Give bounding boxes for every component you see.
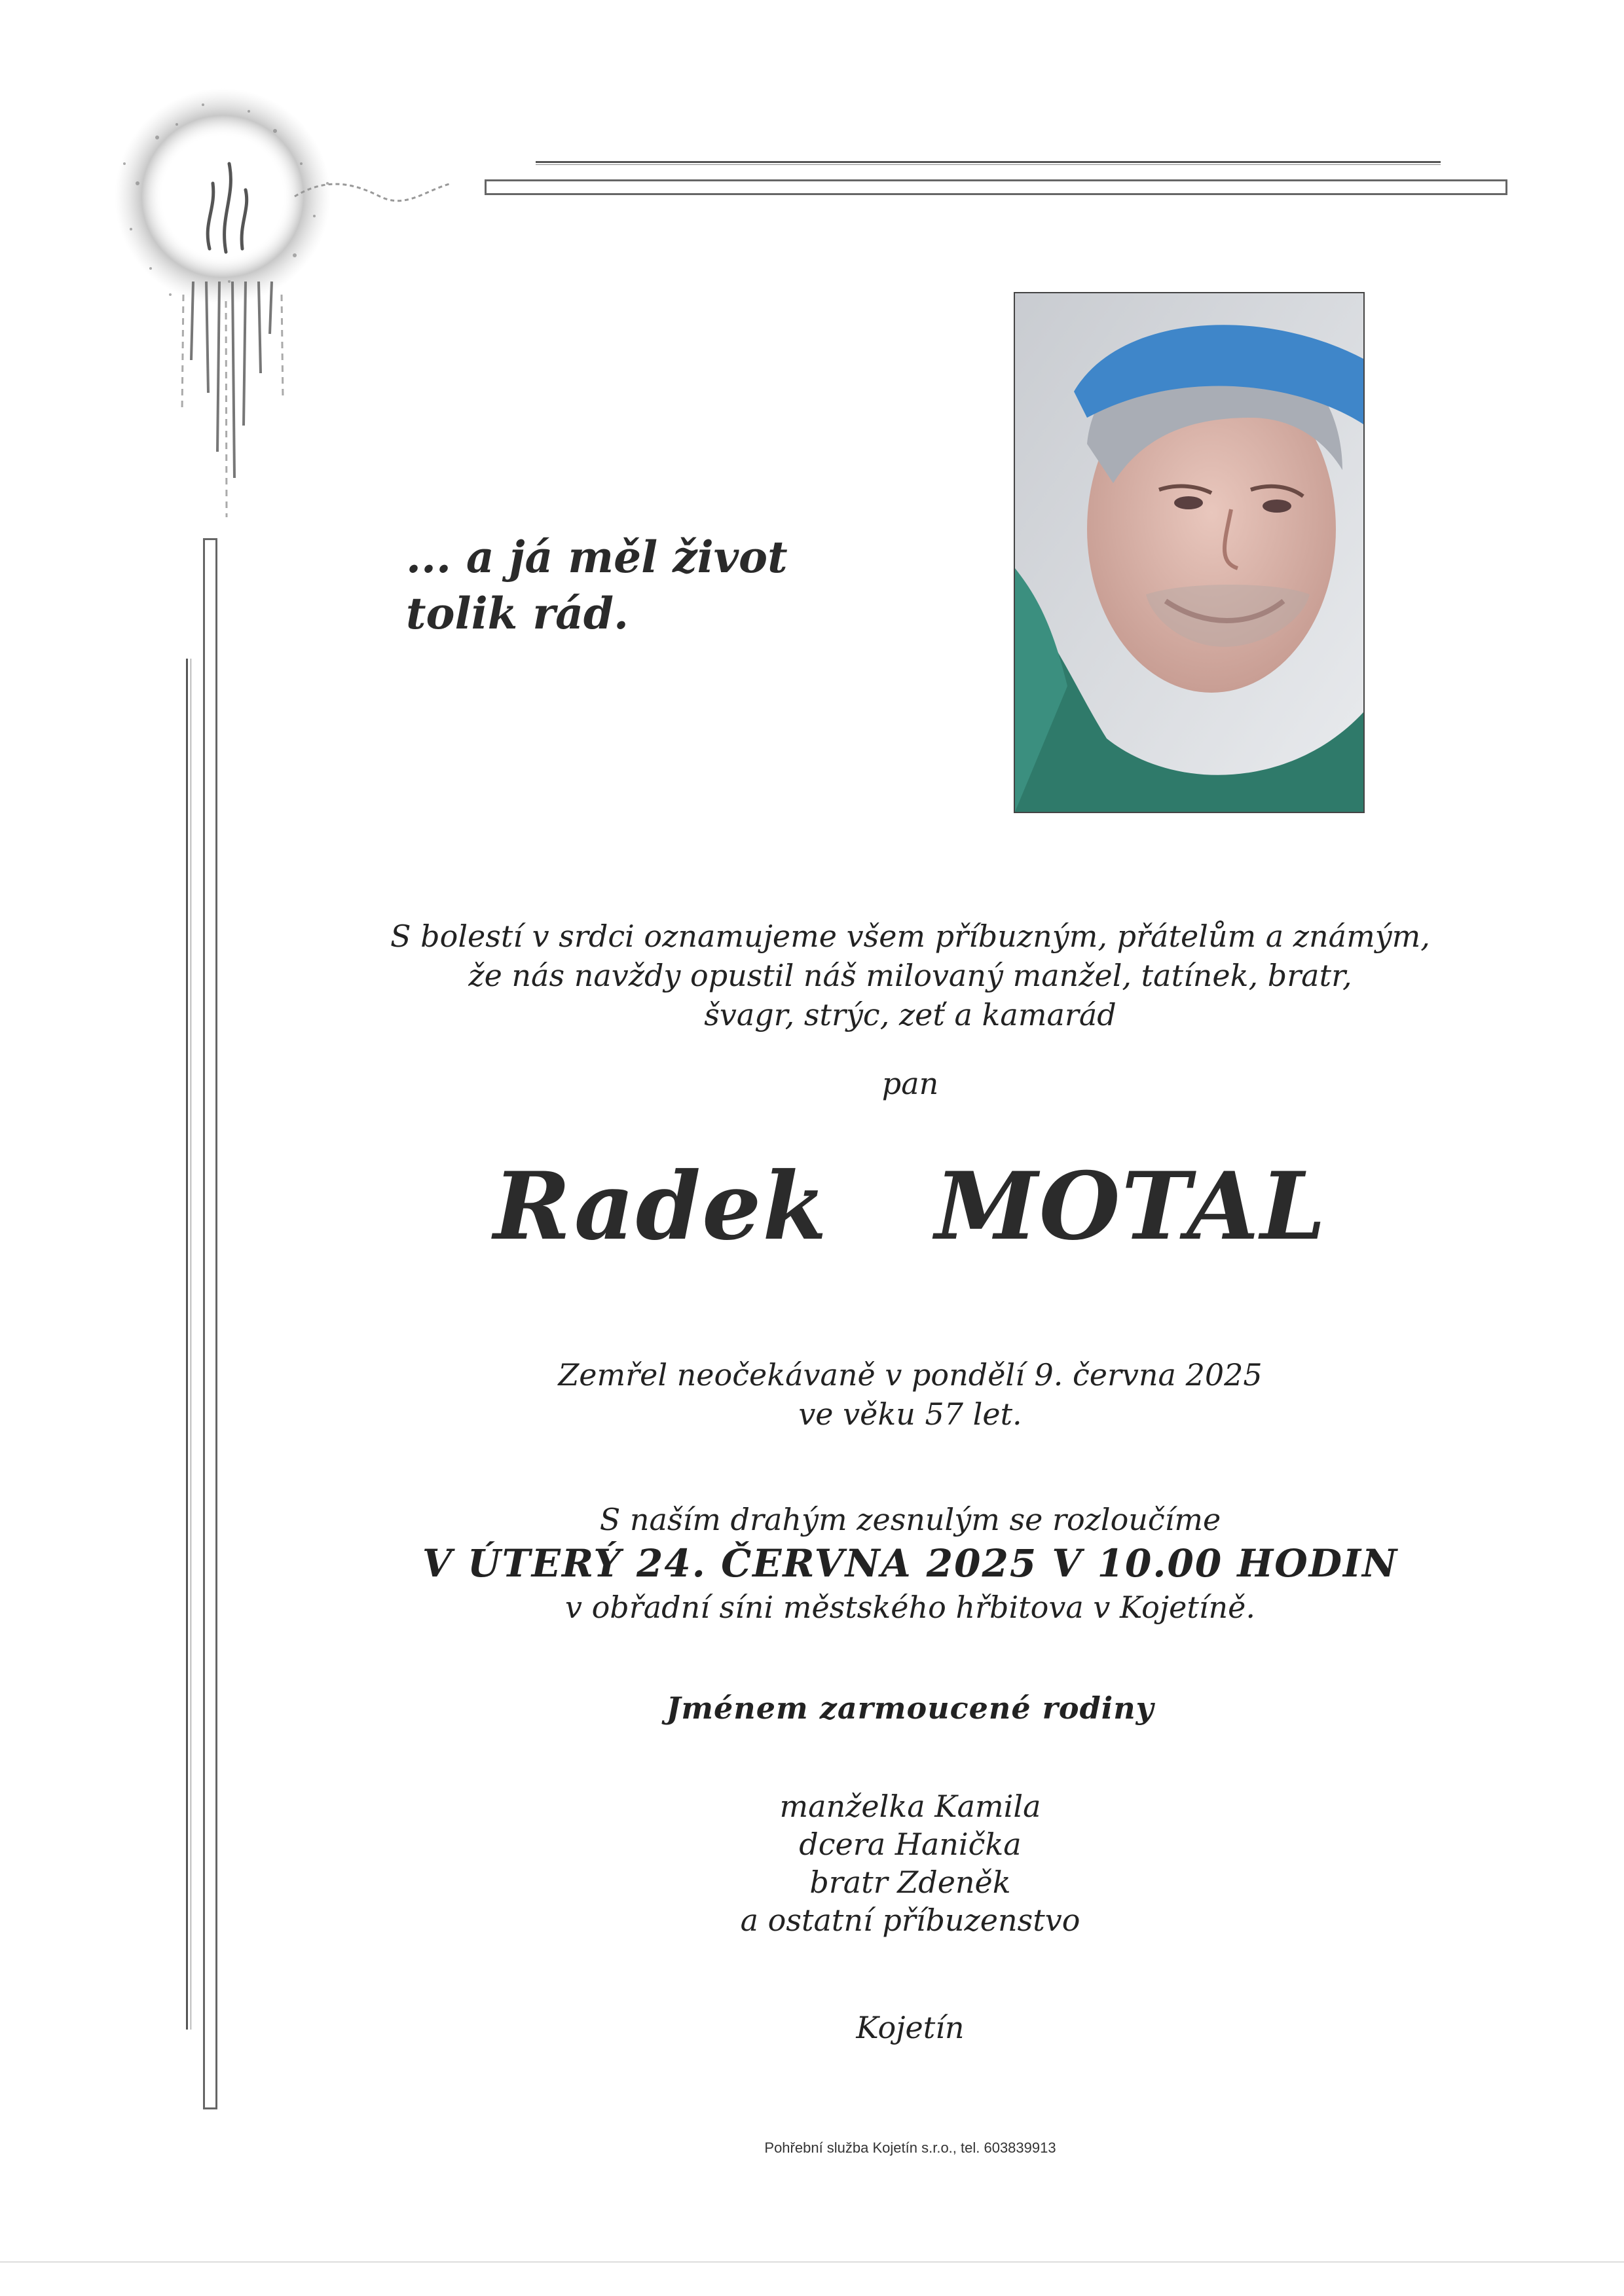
town: Kojetín xyxy=(856,2010,965,2045)
left-rule-frame xyxy=(203,538,217,2109)
farewell-intro: S naším drahým zesnulým se rozloučíme xyxy=(599,1502,1221,1537)
family-list xyxy=(262,1787,1559,1939)
top-rule-thin xyxy=(536,161,1441,165)
farewell-info xyxy=(262,1499,1559,1628)
left-rule-thin xyxy=(186,659,191,2030)
announcement-text xyxy=(262,917,1559,1034)
death-info-line: Zemřel neočekávaně v pondělí 9. června 2025 xyxy=(558,1357,1263,1393)
announcement-line: že nás navždy opustil náš milovaný manžel, tatínek, bratr, xyxy=(468,958,1352,993)
family-member: manželka Kamila xyxy=(779,1789,1041,1824)
death-info xyxy=(262,1355,1559,1434)
family-member: bratr Zdeněk xyxy=(809,1865,1011,1900)
announcement-line: švagr, strýc, zeť a kamarád xyxy=(704,997,1116,1032)
family-heading: Jménem zarmoucené rodiny xyxy=(666,1690,1154,1726)
motto xyxy=(406,529,995,642)
family-member: dcera Hanička xyxy=(799,1827,1022,1862)
candle-flame-emblem-icon xyxy=(79,85,458,537)
farewell-place: v obřadní síni městského hřbitova v Kojetíně. xyxy=(564,1590,1255,1625)
scan-edge-line xyxy=(0,2261,1624,2263)
death-info-line: ve věku 57 let. xyxy=(798,1396,1022,1432)
honorific: pan xyxy=(881,1066,939,1101)
motto-line: ... a já měl život xyxy=(406,532,788,583)
top-rule-frame xyxy=(485,179,1507,195)
deceased-name: Radek MOTAL xyxy=(493,1152,1327,1261)
announcement-line: S bolestí v srdci oznamujeme všem příbuzným, přátelům a známým, xyxy=(390,919,1430,954)
portrait-photo xyxy=(1014,292,1365,813)
family-member: a ostatní příbuzenstvo xyxy=(740,1903,1080,1938)
farewell-datetime: V ÚTERÝ 24. ČERVNA 2025 V 10.00 HODIN xyxy=(422,1541,1399,1586)
footer-funeral-service: Pohřební služba Kojetín s.r.o., tel. 603839913 xyxy=(764,2140,1056,2156)
motto-line: tolik rád. xyxy=(406,588,629,639)
